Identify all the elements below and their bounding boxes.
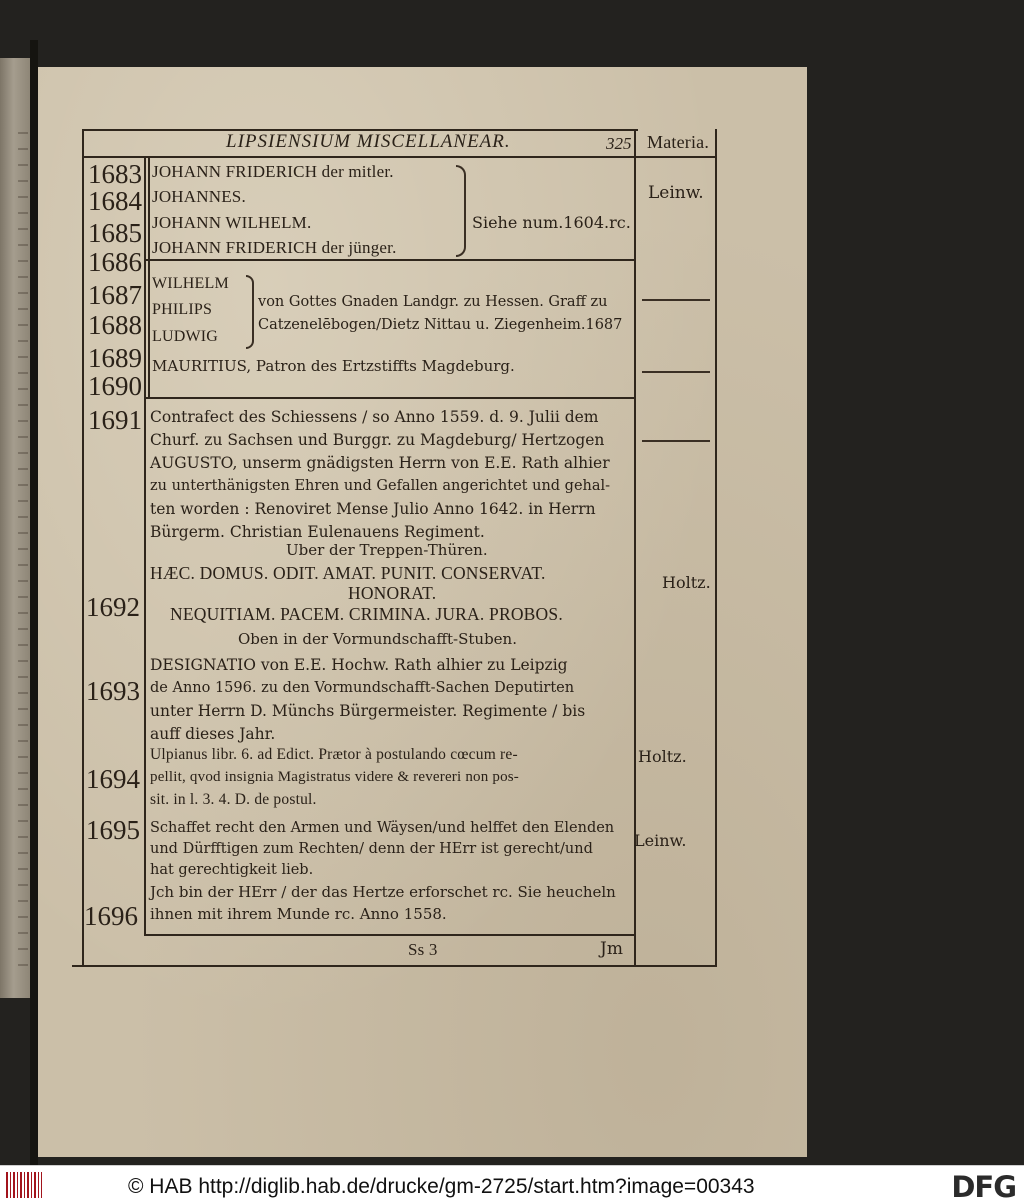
entry-johann-wilhelm: JOHANN WILHELM. xyxy=(152,213,312,232)
section1-brace-note: Siehe num.1604.rc. xyxy=(472,213,631,232)
material-leinw-2: Leinw. xyxy=(634,831,687,850)
ulpianus-line-3: sit. in l. 3. 4. D. de postul. xyxy=(150,791,317,808)
right-border xyxy=(715,129,717,965)
ulpianus-line-2: pellit, qvod insignia Magistratus videre & revereri non pos- xyxy=(150,769,520,785)
material-dash-2 xyxy=(642,371,710,373)
adjacent-page-edge xyxy=(0,58,30,998)
contrafect-line-2: Churf. zu Sachsen und Burggr. zu Magdeburg/ Hertzogen xyxy=(150,431,605,449)
vormundschafft-heading: Oben in der Vormundschafft-Stuben. xyxy=(238,630,517,648)
credit-text[interactable]: © HAB http://diglib.hab.de/drucke/gm-2725/start.htm?image=00343 xyxy=(128,1175,755,1198)
contrafect-line-5: ten worden : Renoviret Mense Julio Anno 1642. in Herrn xyxy=(150,500,596,518)
section2-brace xyxy=(246,275,254,349)
haec-domus-line-3: NEQUITIAM. PACEM. CRIMINA. JURA. PROBOS. xyxy=(170,604,563,624)
year-1683: 1683 xyxy=(88,159,142,189)
section2-rule xyxy=(144,397,634,399)
contrafect-line-6: Bürgerm. Christian Eulenauens Regiment. xyxy=(150,523,485,541)
schaffet-line-2: und Dürfftigen zum Rechten/ denn der HErr ist gerecht/und xyxy=(150,841,593,857)
left-border xyxy=(82,129,84,965)
adjacent-page-text-marks xyxy=(18,118,28,978)
year-1684: 1684 xyxy=(88,186,142,216)
year-1685: 1685 xyxy=(88,218,142,248)
section2-left-line xyxy=(148,261,150,397)
material-dash-1 xyxy=(642,299,710,301)
signature-mark: Ss 3 xyxy=(408,940,438,959)
year-1686: 1686 xyxy=(88,247,142,277)
credit-bar xyxy=(0,1165,1024,1204)
entry-johannes: JOHANNES. xyxy=(152,187,246,206)
year-column-divider xyxy=(144,156,146,936)
material-holtz-1: Holtz. xyxy=(662,573,711,592)
ulpianus-line-1: Ulpianus libr. 6. ad Edict. Prætor à postulando cœcum re- xyxy=(150,746,518,763)
year-1689: 1689 xyxy=(88,343,142,373)
designatio-line-1: DESIGNATIO von E.E. Hochw. Rath alhier zu Leipzig xyxy=(150,656,568,674)
contrafect-line-3: AUGUSTO, unserm gnädigsten Herrn von E.E. Rath alhier xyxy=(150,454,610,472)
catchword: Jm xyxy=(600,939,623,959)
material-dash-3 xyxy=(642,440,710,442)
page-number: 325 xyxy=(606,134,632,153)
bottom-rule xyxy=(72,965,717,967)
running-title: LIPSIENSIUM MISCELLANEAR. xyxy=(226,131,511,152)
book-page xyxy=(38,67,807,1157)
top-rule xyxy=(82,156,717,158)
year-1695: 1695 xyxy=(86,815,140,845)
entry-wilhelm: WILHELM xyxy=(152,275,229,292)
contrafect-line-1: Contrafect des Schiessens / so Anno 1559. d. 9. Julii dem xyxy=(150,408,599,426)
header-rule xyxy=(82,129,638,131)
dfg-logo: DFG xyxy=(951,1170,1016,1204)
entry-johann-friderich-junger: JOHANN FRIDERICH der jünger. xyxy=(152,238,397,257)
schaffet-line-1: Schaffet recht den Armen und Wäysen/und helffet den Elenden xyxy=(150,820,615,836)
herr-line-1: Jch bin der HErr / der das Hertze erforschet rc. Sie heucheln xyxy=(150,883,616,901)
contrafect-line-4: zu unterthänigsten Ehren und Gefallen angerichtet und gehal- xyxy=(150,478,611,494)
schaffet-line-3: hat gerechtigkeit lieb. xyxy=(150,862,314,878)
herr-line-2: ihnen mit ihrem Munde rc. Anno 1558. xyxy=(150,905,447,923)
material-holtz-2: Holtz. xyxy=(638,747,687,766)
landgrave-title-line-1: von Gottes Gnaden Landgr. zu Hessen. Graff zu xyxy=(258,294,608,310)
book-gutter xyxy=(30,40,38,1170)
entry-philips: PHILIPS xyxy=(152,301,213,318)
year-1690: 1690 xyxy=(88,371,142,401)
designatio-line-2: de Anno 1596. zu den Vormundschafft-Sachen Deputirten xyxy=(150,680,575,696)
haec-domus-line-2: HONORAT. xyxy=(348,583,437,603)
barcode-logo-icon xyxy=(6,1172,42,1198)
landgrave-title-line-2: Catzenelēbogen/Dietz Nittau u. Ziegenheim.1687 xyxy=(258,317,623,333)
material-leinw-1: Leinw. xyxy=(648,183,704,203)
year-1688: 1688 xyxy=(88,310,142,340)
treppen-heading: Uber der Treppen-Thüren. xyxy=(286,541,488,559)
section1-brace xyxy=(456,165,466,257)
inner-bottom-rule xyxy=(144,934,634,936)
year-1693: 1693 xyxy=(86,676,140,706)
year-1694: 1694 xyxy=(86,764,140,794)
haec-domus-line-1: HÆC. DOMUS. ODIT. AMAT. PUNIT. CONSERVAT. xyxy=(150,563,546,583)
year-1687: 1687 xyxy=(88,280,142,310)
materia-heading: Materia. xyxy=(647,132,710,152)
entry-mauritius: MAURITIUS, Patron des Ertzstiffts Magdeburg. xyxy=(152,357,515,375)
designatio-line-4: auff dieses Jahr. xyxy=(150,725,276,743)
section1-left-line xyxy=(148,157,150,259)
section1-rule xyxy=(144,259,634,261)
year-1696: 1696 xyxy=(84,901,138,931)
designatio-line-3: unter Herrn D. Münchs Bürgermeister. Regimente / bis xyxy=(150,702,586,720)
entry-ludwig: LUDWIG xyxy=(152,328,219,345)
year-1691: 1691 xyxy=(88,405,142,435)
entry-johann-friderich-mitler: JOHANN FRIDERICH der mitler. xyxy=(152,162,394,181)
year-1692: 1692 xyxy=(86,592,140,622)
